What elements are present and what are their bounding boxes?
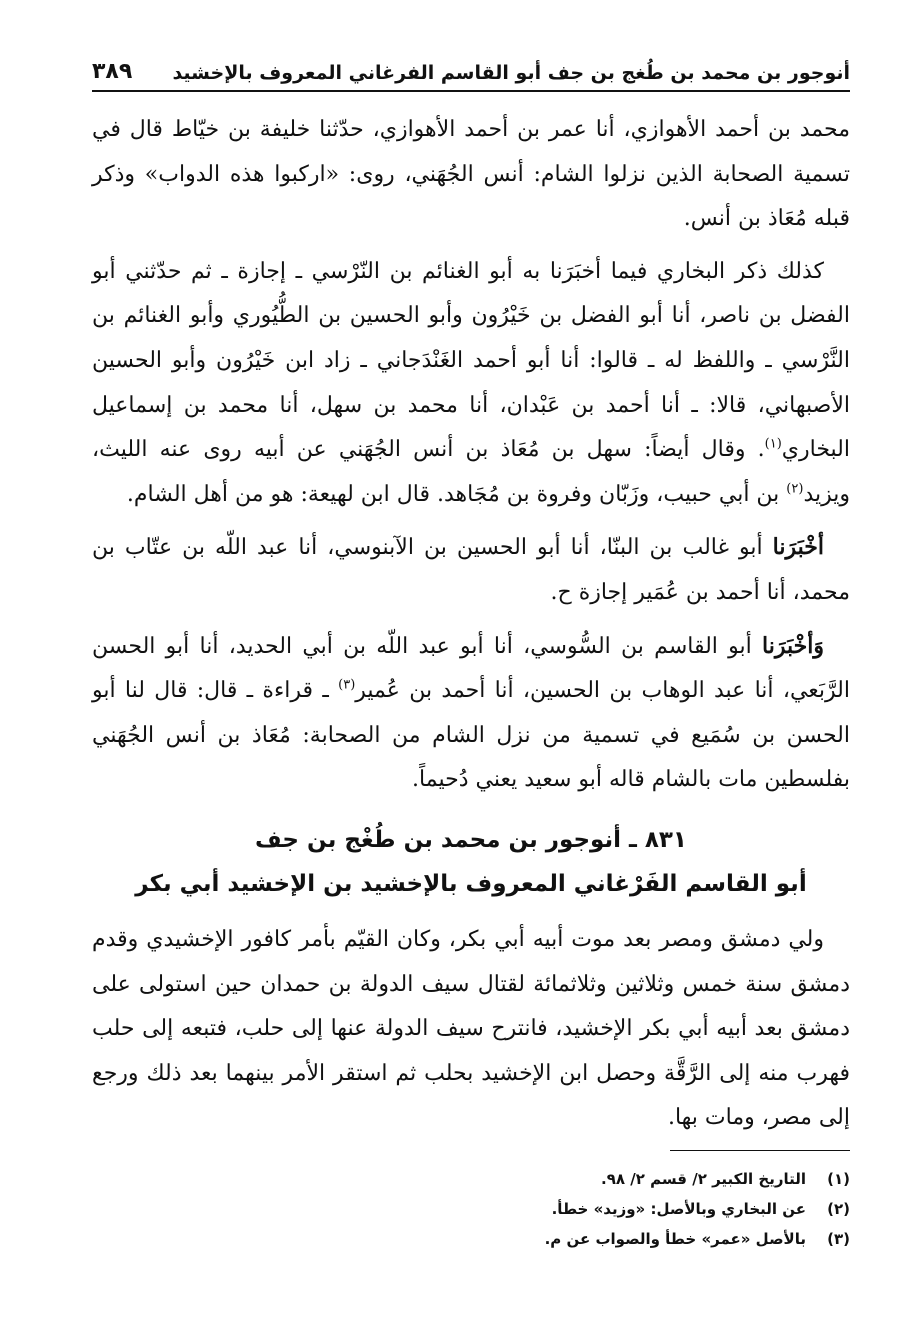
paragraph-1: [92, 108, 850, 242]
text-line: مات بالشام قاله أبو سعيد يعني دُحيماً.: [412, 767, 758, 793]
footnote-number: (٣): [827, 1230, 850, 1248]
footnote-item: [92, 1164, 850, 1194]
footnote-text: عن البخاري وبالأصل: «وزيد» خطأ.: [551, 1200, 806, 1218]
page-number: ٣٨٩: [92, 59, 133, 84]
text-line: وقال أيضاً: سهل بن مُعَاذ بن أنس الجُهَني عن أبيه روى عنه الليث،: [92, 437, 746, 463]
entry-subtitle: أبو القاسم الفَرْغاني المعروف بالإخشيد بن الإخشيد أبي بكر: [135, 871, 807, 897]
text-line: أبو غالب بن البنّا، أنا أبو الحسين بن الآبنوسي، أنا عبد اللّه بن عتّاب بن: [92, 535, 763, 561]
text-line: مُعَاذ بن أنس.: [683, 206, 807, 232]
body-text: [92, 108, 850, 811]
footnote-ref[interactable]: (١): [764, 436, 782, 452]
footnote-number: (٢): [827, 1200, 850, 1218]
text-line: أبو القاسم بن السُّوسي، أنا أبو عبد اللّه بن أبي الحديد، أنا أبو الحسن: [92, 633, 752, 659]
footnote-item: [92, 1194, 850, 1224]
text-line: الأصبهاني، قالا: ـ أنا أحمد بن عَبْدان، أنا محمد بن سهل، أنا محمد بن إسماعيل: [92, 392, 850, 418]
text-line: الفضل بن ناصر، أنا أبو الفضل بن خَيْرُون وأبو الحسين بن الطُّيُوري وأبو الغنائم بن: [92, 303, 850, 329]
footnote-item: [92, 1224, 850, 1254]
entry-heading: [92, 818, 850, 906]
footnote-ref[interactable]: (٢): [786, 481, 804, 497]
text-line: النَّرْسي ـ واللفظ له ـ قالوا: أنا أبو أحمد الغَنْدَجاني ـ زاد ابن خَيْرُون وأبو الحسين: [92, 347, 850, 373]
entry-paragraph: [92, 918, 850, 1141]
text-line: محمد بن أحمد الأهوازي، أنا عمر بن أحمد الأهوازي، حدّثنا خليفة بن خيّاط قال في: [92, 117, 850, 142]
running-title: أنوجور بن محمد بن طُغج بن جف أبو القاسم الفرغاني المعروف بالإخشيد: [172, 62, 850, 84]
paragraph-3: [92, 525, 850, 615]
text-line: ـ قراءة ـ قال: قال لنا أبو: [92, 678, 329, 704]
footnote-ref[interactable]: (٣): [338, 677, 356, 693]
text-line: ولي دمشق ومصر بعد موت أبيه أبي بكر، وكان القيّم بأمر كافور الإخشيدي وقدم: [92, 927, 824, 952]
footnotes: [92, 1164, 850, 1254]
entry-body: [92, 918, 850, 1149]
footnote-text: بالأصل «عمر» خطأ والصواب عن م.: [544, 1230, 806, 1248]
entry-title: ٨٣١ ـ أنوجور بن محمد بن طُغْج بن جف: [255, 827, 687, 853]
paragraph-2: كذلك ذكر البخاري فيما أخبَرَنا به أبو الغنائم بن النّرْسي ـ إجازة ـ ثم حدّثني أبو الفضل بن ناصر، أنا أبو الفضل بن خَيْرُون وأبو الحسين بن الطُّيُوري وأبو الغنائم بن النَّرْسي ـ واللفظ له ـ قالوا: أنا أبو أحمد الغَنْدَجاني ـ زاد ابن خَيْرُون وأبو الحسين الأصبهاني، قالا: ـ أنا أحمد بن عَبْدان، أنا محمد بن سهل، أنا محمد بن إسماعيل البخاري$^{(١)}$. وقال أيضاً: سهل بن مُعَاذ بن أنس الجُهَني عن أبيه روى عنه الليث، ويزيد$^{(٢)}$ بن أبي حبيب، وزَبّان وفروة بن مُجَاهد. قال ابن لهيعة: هو من أهل الشام.: [92, 258, 850, 507]
isnad-keyword: وَأخْبَرَنا: [762, 632, 824, 659]
text-line: محمد، أنا أحمد بن عُمَير إجازة ح.: [550, 579, 850, 605]
text-line: إلى الرَّقَّة وحصل ابن الإخشيد بحلب ثم استقر الأمر بينهما بعد ذلك ورجع إلى مصر،: [92, 1060, 850, 1131]
text-line: ومات بها.: [667, 1105, 755, 1131]
text-line: بن أبي حبيب، وزَبّان وفروة بن مُجَاهد. قال ابن لهيعة: هو من أهل الشام.: [126, 481, 780, 507]
text-line: بعد أبيه أبي بكر الإخشيد، فانترح سيف الدولة عنها إلى حلب، فتبعه إلى حلب فهرب منه: [92, 1016, 850, 1086]
paragraph-4: [92, 624, 850, 803]
text-line: ويزيد: [803, 481, 850, 507]
text-line: تسمية الصحابة الذين نزلوا الشام: أنس الجُهَني، روى: «اركبوا هذه الدواب» وذكر قبله: [92, 161, 850, 232]
footnote-divider: [670, 1150, 850, 1151]
text-line: البخاري: [781, 437, 850, 463]
isnad-keyword: أخْبَرَنا: [772, 534, 824, 561]
text-line: دمشق سنة خمس وثلاثين وثلاثمائة لقتال سيف الدولة بن حمدان حين استولى على دمشق: [92, 971, 850, 1042]
footnote-text: التاريخ الكبير ٢/ قسم ٢/ ٩٨.: [601, 1170, 806, 1188]
text-line: الرَّبَعي، أنا عبد الوهاب بن الحسين، أنا أحمد بن عُمير: [355, 678, 850, 704]
running-header: [92, 48, 850, 92]
text-line: الحسن بن سُمَيع في تسمية من نزل الشام من الصحابة: مُعَاذ بن أنس الجُهَني بفلسطين: [92, 722, 850, 793]
text-line: كذلك ذكر البخاري فيما أخبَرَنا به أبو الغنائم بن النّرْسي ـ إجازة ـ ثم حدّثني أبو: [92, 258, 824, 284]
footnote-number: (١): [827, 1170, 850, 1188]
